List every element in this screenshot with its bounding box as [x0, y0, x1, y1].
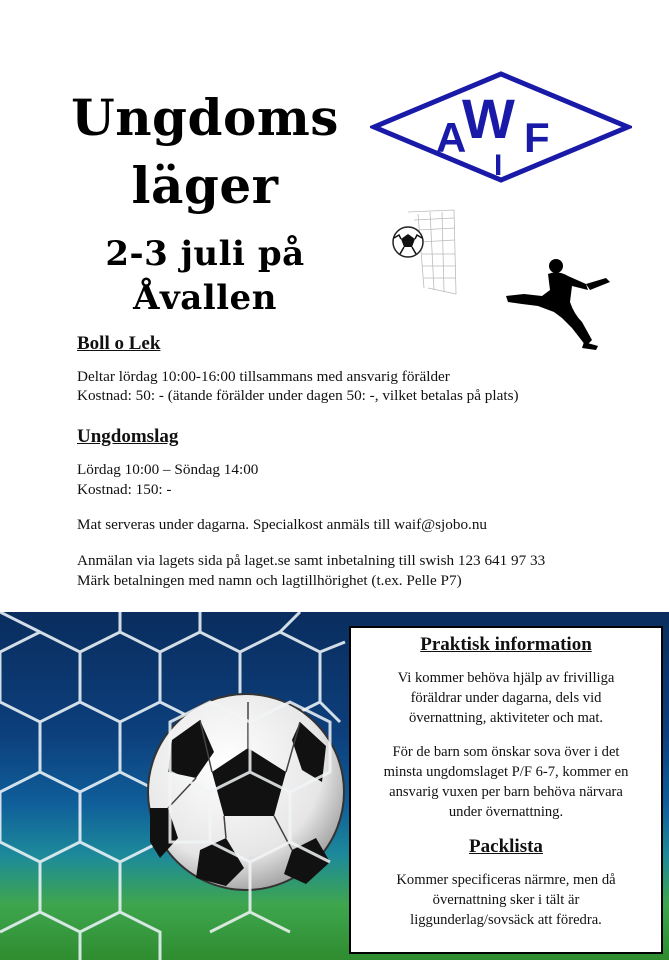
ungdomslag-heading: Ungdomslag	[77, 426, 179, 447]
logo-letter-f: F	[524, 114, 550, 161]
mat-line: Mat serveras under dagarna. Specialkost anmäls till waif@sjobo.nu	[77, 516, 488, 533]
packlista-line-2: övernattning sker i tält är	[432, 892, 580, 908]
ungdomslag-line-2: Kostnad: 150: -	[77, 481, 172, 498]
packlista-line-1: Kommer specificeras närmre, men då	[396, 872, 616, 888]
praktisk-p1-line-3: övernattning, aktiviteter och mat.	[408, 710, 604, 726]
anmalan-line-1: Anmälan via lagets sida på laget.se samt inbetalning till swish 123 641 97 33	[77, 552, 546, 569]
place-line: Åvallen	[133, 278, 277, 318]
player-silhouette-icon	[502, 256, 614, 352]
praktisk-p1-line-1: Vi kommer behöva hjälp av frivilliga	[397, 670, 615, 686]
ungdomslag-line-1: Lördag 10:00 – Söndag 14:00	[77, 461, 259, 478]
praktisk-p2-line-3: ansvarig vuxen per barn behöva närvara	[389, 784, 623, 800]
boll-o-lek-line-2: Kostnad: 50: - (ätande förälder under dagen 50: -, vilket betalas på plats)	[77, 387, 519, 404]
date-line: 2-3 juli på	[105, 234, 305, 274]
title-line-2: läger	[131, 156, 279, 215]
packlista-line-3: liggunderlag/sovsäck att föredra.	[410, 912, 602, 928]
praktisk-p2-line-1: För de barn som önskar sova över i det	[392, 744, 620, 760]
praktisk-p2-line-2: minsta ungdomslaget P/F 6-7, kommer en	[383, 764, 629, 780]
anmalan-line-2: Märk betalningen med namn och lagtillhörighet (t.ex. Pelle P7)	[77, 572, 462, 589]
awif-logo	[370, 70, 632, 184]
boll-o-lek-line-1: Deltar lördag 10:00-16:00 tillsammans med ansvarig förälder	[77, 368, 450, 385]
praktisk-p1-line-2: föräldrar under dagarna, dels vid	[410, 690, 602, 706]
title-line-1: Ungdoms	[71, 88, 339, 147]
packlista-heading: Packlista	[469, 836, 543, 857]
ball-in-net-icon	[388, 208, 458, 296]
praktisk-heading: Praktisk information	[420, 634, 592, 655]
logo-letter-i: I	[494, 149, 503, 182]
praktisk-p2-line-4: under övernattning.	[448, 804, 564, 820]
boll-o-lek-heading: Boll o Lek	[77, 333, 161, 354]
logo-letter-w: W	[462, 87, 515, 150]
logo-letter-a: A	[436, 114, 467, 161]
info-box	[349, 626, 663, 954]
